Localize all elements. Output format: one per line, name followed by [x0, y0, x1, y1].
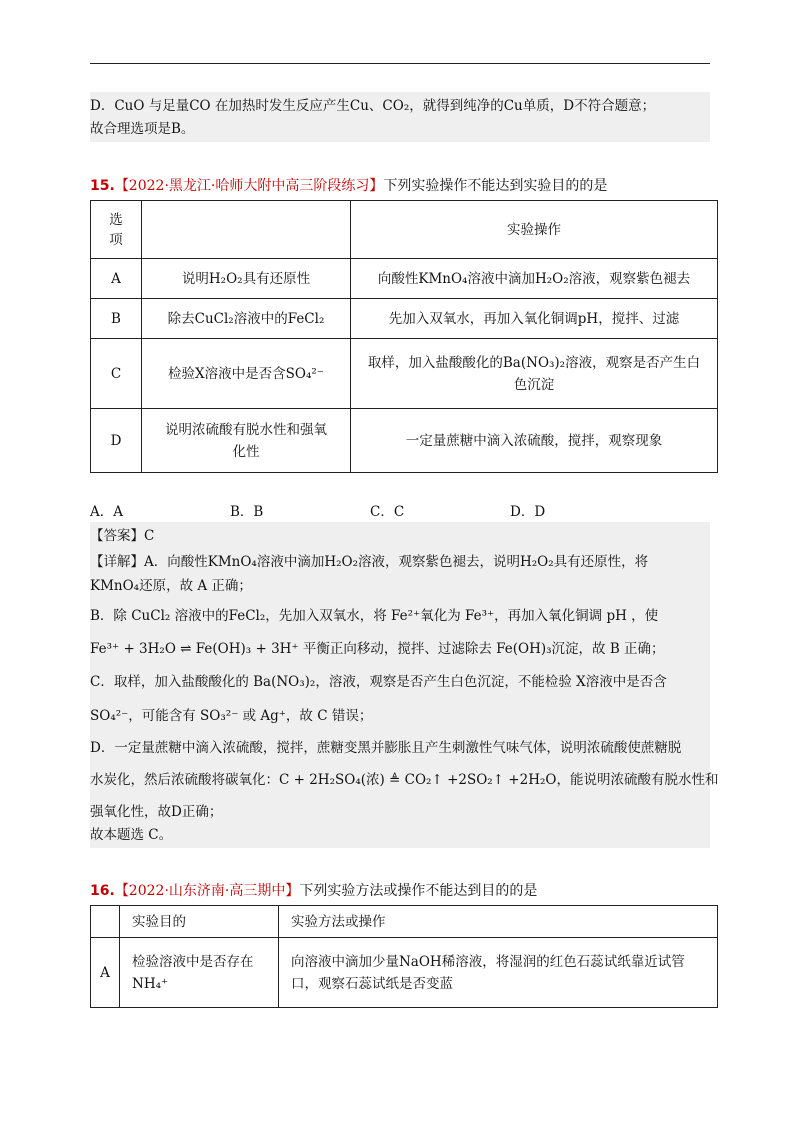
row-goal: 检验X溶液中是否含SO₄²⁻	[142, 339, 351, 409]
question-source: 【2022·山东济南·高三期中】	[114, 883, 300, 899]
top-line-1: D．CuO 与足量CO 在加热时发生反应产生Cu、CO₂，就得到纯净的Cu单质，D不符合题意；	[90, 98, 656, 114]
header-operation: 实验操作	[351, 201, 718, 259]
row-option: A	[91, 938, 120, 1008]
detail-line: KMnO₄还原，故 A 正确；	[90, 578, 252, 594]
detail-line: C．取样，加入盐酸酸化的 Ba(NO₃)₂，溶液，观察是否产生白色沉淀，不能检验 X溶液中是否含	[90, 674, 667, 690]
detail-line: B．除 CuCl₂ 溶液中的FeCl₂，先加入双氧水，将 Fe²⁺氧化为 Fe³⁺，再加入氧化铜调 pH ，使	[90, 608, 659, 624]
row-operation: 先加入双氧水，再加入氧化铜调pH，搅拌、过滤	[351, 299, 718, 339]
row-operation: 向酸性KMnO₄溶液中滴加H₂O₂溶液，观察紫色褪去	[351, 259, 718, 299]
detail-line: D．一定量蔗糖中滴入浓硫酸，搅拌，蔗糖变黑并膨胀且产生刺激性气味气体，说明浓硫酸使蔗糖脱	[90, 740, 682, 756]
question-number: 15.	[90, 178, 115, 194]
detail-line: 水炭化，然后浓硫酸将碳氧化：C + 2H₂SO₄(浓) ≜ CO₂↑ +2SO₂↑ +2H₂O，能说明浓硫酸有脱水性和	[90, 772, 719, 788]
row-operation: 一定量蔗糖中滴入浓硫酸，搅拌，观察现象	[351, 409, 718, 473]
row-goal: 说明浓硫酸有脱水性和强氧化性	[142, 409, 351, 473]
table-row	[91, 299, 718, 339]
row-goal: 检验溶液中是否存在NH₄⁺	[120, 938, 279, 1008]
header-option: 选 项	[91, 201, 142, 259]
row-operation: 向溶液中滴加少量NaOH稀溶液，将湿润的红色石蕊试纸靠近试管口，观察石蕊试纸是否变蓝	[279, 938, 718, 1008]
header-rule	[90, 63, 710, 64]
row-option: B	[91, 299, 142, 339]
header-goal	[142, 201, 351, 259]
row-goal: 说明H₂O₂具有还原性	[142, 259, 351, 299]
detail-line: 故本题选 C。	[90, 827, 173, 843]
row-option: A	[91, 259, 142, 299]
answer-label: 【答案】C	[90, 528, 155, 544]
table-header-row	[91, 201, 718, 259]
choice-b: B．B	[230, 504, 264, 520]
detail-line: SO₄²⁻，可能含有 SO₃²⁻ 或 Ag⁺，故 C 错误；	[90, 708, 373, 724]
choice-a: A．A	[90, 504, 123, 520]
question-number: 16.	[90, 883, 115, 899]
table-header-row	[91, 906, 718, 938]
table-row	[91, 409, 718, 473]
row-option: C	[91, 339, 142, 409]
row-option: D	[91, 409, 142, 473]
choice-c: C．C	[370, 504, 405, 520]
q16-table	[90, 905, 718, 1008]
header-option	[91, 906, 120, 938]
detail-line: 【详解】A．向酸性KMnO₄溶液中滴加H₂O₂溶液，观察紫色褪去，说明H₂O₂具有还原性，将	[90, 554, 649, 570]
detail-line: Fe³⁺ + 3H₂O ⇌ Fe(OH)₃ + 3H⁺ 平衡正向移动，搅拌、过滤除去 Fe(OH)₃沉淀，故 B 正确；	[90, 641, 665, 657]
header-operation: 实验方法或操作	[279, 906, 718, 938]
detail-line: 强氧化性，故D正确；	[90, 804, 223, 820]
q15-table	[90, 200, 718, 473]
table-row	[91, 339, 718, 409]
top-line-2: 故合理选项是B。	[90, 121, 195, 137]
question-source: 【2022·黑龙江·哈师大附中高三阶段练习】	[114, 178, 384, 194]
question-stem: 下列实验方法或操作不能达到目的的是	[299, 883, 538, 899]
table-row	[91, 259, 718, 299]
row-operation: 取样，加入盐酸酸化的Ba(NO₃)₂溶液，观察是否产生白色沉淀	[351, 339, 718, 409]
question-stem: 下列实验操作不能达到实验目的的是	[383, 178, 608, 194]
choice-d: D．D	[510, 504, 546, 520]
table-row	[91, 938, 718, 1008]
question-15-heading	[90, 175, 607, 195]
header-goal: 实验目的	[120, 906, 279, 938]
question-16-heading	[90, 880, 537, 900]
row-goal: 除去CuCl₂溶液中的FeCl₂	[142, 299, 351, 339]
